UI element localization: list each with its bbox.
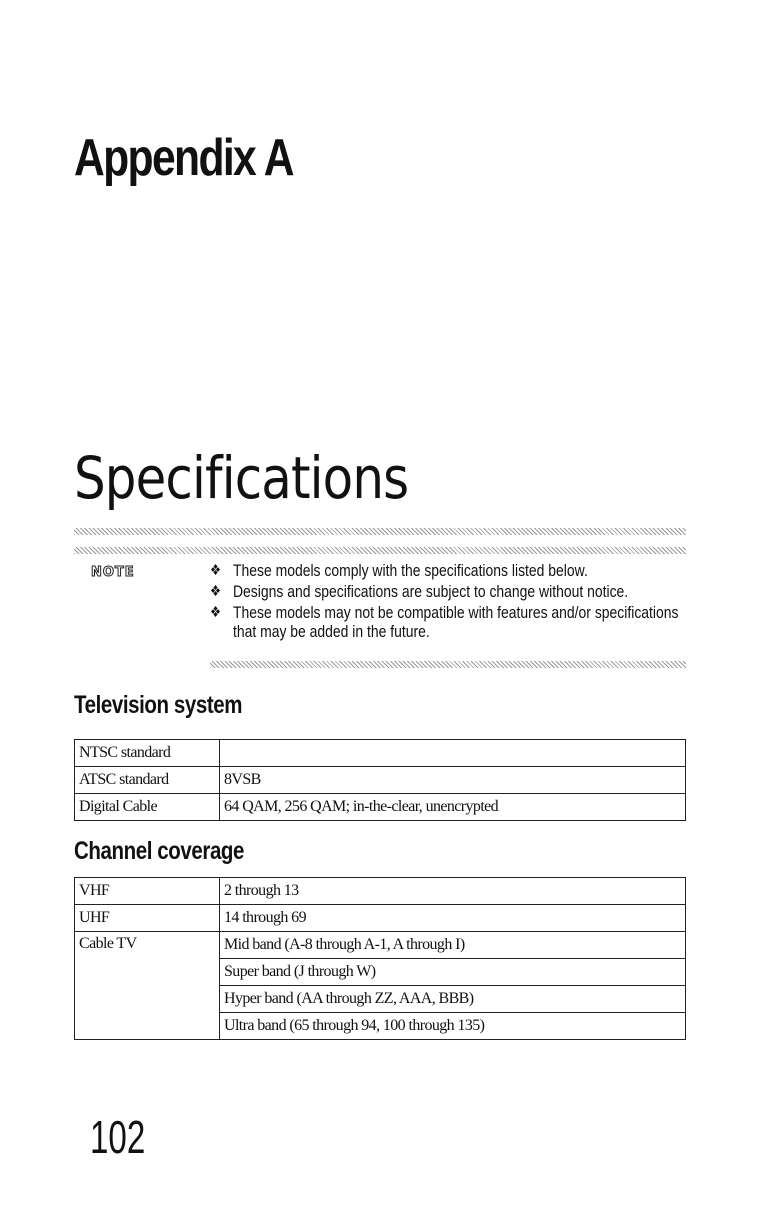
hatch-divider-top (74, 528, 686, 535)
table-cell-value: Ultra band (65 through 94, 100 through 135) (220, 1013, 686, 1040)
table-row (75, 767, 686, 794)
diamond-bullet-icon: ❖ (210, 583, 222, 600)
table-cell-value: Hyper band (AA through ZZ, AAA, BBB) (220, 986, 686, 1013)
table-cell-label: Cable TV (75, 932, 220, 1040)
diamond-bullet-icon: ❖ (210, 562, 222, 579)
note-item-text: These models comply with the specifications listed below. (232, 561, 588, 580)
hatch-divider-note-top (74, 547, 686, 554)
note-item (210, 561, 692, 580)
table-row (75, 905, 686, 932)
hatch-divider-note-bottom (210, 661, 686, 668)
table-cell-value: 8VSB (220, 767, 686, 794)
note-item-text: Designs and specifications are subject to change without notice. (232, 582, 629, 601)
television-system-table (74, 739, 686, 821)
table-row (75, 932, 686, 959)
table-cell-value: 64 QAM, 256 QAM; in-the-clear, unencrypted (220, 794, 686, 821)
table-cell-label: Digital Cable (75, 794, 220, 821)
note-label: NOTE (91, 565, 135, 580)
table-cell-value: 2 through 13 (220, 878, 686, 905)
appendix-title: Appendix A (74, 129, 293, 187)
table-row (75, 878, 686, 905)
section-heading-channel-coverage: Channel coverage (74, 837, 245, 865)
channel-coverage-table (74, 877, 686, 1040)
note-item (210, 582, 692, 601)
table-cell-label: ATSC standard (75, 767, 220, 794)
table-row (75, 794, 686, 821)
note-item-text: These models may not be compatible with features and/or specifications that may be added in the future. (232, 603, 679, 641)
page-title: Specifications (74, 444, 409, 512)
page-number: 102 (90, 1111, 146, 1163)
diamond-bullet-icon: ❖ (210, 604, 222, 621)
table-cell-value: Super band (J through W) (220, 959, 686, 986)
table-row (75, 740, 686, 767)
table-cell-label: UHF (75, 905, 220, 932)
table-cell-value: 14 through 69 (220, 905, 686, 932)
note-item (210, 603, 692, 641)
table-cell-value: Mid band (A-8 through A-1, A through I) (220, 932, 686, 959)
table-cell-label: VHF (75, 878, 220, 905)
section-heading-television-system: Television system (74, 691, 243, 719)
table-cell-value (220, 740, 686, 767)
note-list (210, 561, 690, 643)
table-cell-label: NTSC standard (75, 740, 220, 767)
